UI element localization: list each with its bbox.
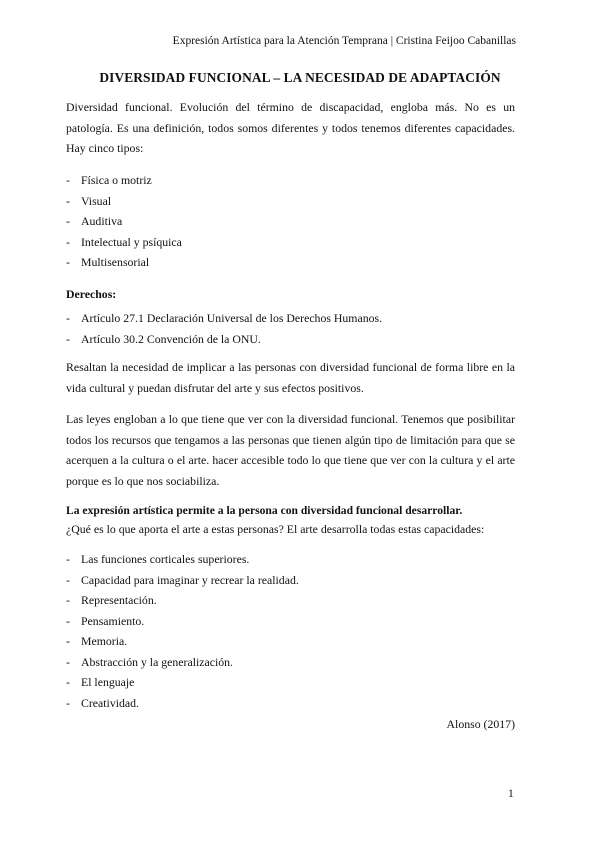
intro-paragraph: Diversidad funcional. Evolución del término de discapacidad, engloba más. No es un patología. Es una definición, todos somos diferentes y todos tenemos diferentes capacidades. Hay cinco tipos:	[66, 100, 515, 155]
list-item-text: Memoria.	[81, 634, 128, 648]
list-item-text: Capacidad para imaginar y recrear la realidad.	[81, 572, 299, 587]
list-item	[66, 308, 515, 329]
bullet-dash: -	[66, 675, 70, 689]
bullet-dash: -	[66, 193, 70, 208]
list-item	[66, 570, 515, 591]
bullet-dash: -	[66, 593, 70, 607]
paragraph-implicar: Resaltan la necesidad de implicar a las personas con diversidad funcional de forma libre en la vida cultural y puedan disfrutar del arte y sus efectos positivos.	[66, 360, 515, 395]
list-item	[66, 211, 515, 232]
bullet-dash: -	[66, 311, 70, 325]
bullet-dash: -	[66, 234, 70, 249]
list-item-text: Pensamiento.	[81, 613, 145, 628]
bullet-dash: -	[66, 255, 70, 269]
rights-heading: Derechos:	[66, 287, 117, 301]
list-item-text: Multisensorial	[81, 255, 150, 269]
list-item	[66, 170, 515, 191]
capacities-list	[66, 549, 515, 713]
list-item	[66, 693, 515, 714]
list-item-text: Intelectual y psíquica	[81, 234, 182, 249]
bullet-dash: -	[66, 173, 70, 187]
list-item-text: Artículo 30.2 Convención de la ONU.	[81, 331, 261, 346]
running-header: Expresión Artística para la Atención Temprana | Cristina Feijoo Cabanillas	[172, 35, 516, 47]
list-item-text: Representación.	[81, 593, 157, 607]
list-item	[66, 631, 515, 652]
list-item	[66, 252, 515, 273]
list-item	[66, 611, 515, 632]
bullet-dash: -	[66, 654, 70, 669]
page-number: 1	[508, 788, 514, 800]
bold-statement: La expresión artística permite a la persona con diversidad funcional desarrollar.	[66, 504, 463, 517]
list-item	[66, 652, 515, 673]
list-item	[66, 191, 515, 212]
list-item	[66, 232, 515, 253]
list-item-text: Visual	[81, 193, 112, 208]
list-item-text: Física o motriz	[81, 173, 152, 187]
list-item-text: El lenguaje	[81, 675, 135, 689]
bullet-dash: -	[66, 572, 70, 587]
types-list	[66, 170, 515, 273]
bullet-dash: -	[66, 634, 70, 648]
page-title: DIVERSIDAD FUNCIONAL – LA NECESIDAD DE ADAPTACIÓN	[99, 70, 501, 85]
list-item	[66, 590, 515, 611]
bullet-dash: -	[66, 214, 70, 228]
citation: Alonso (2017)	[446, 717, 515, 731]
list-item-text: Auditiva	[81, 214, 123, 228]
paragraph-leyes: Las leyes engloban a lo que tiene que ver con la diversidad funcional. Tenemos que posibilitar todos los recursos que tengamos a las personas que tienen algún tipo de limitación para que se acerquen a la cultura o el arte. hacer accesible todo lo que tiene que ver con la cultura y el arte porque es lo que nos sociabiliza.	[66, 412, 515, 488]
list-item-text: Abstracción y la generalización.	[81, 654, 233, 669]
list-item-text: Artículo 27.1 Declaración Universal de los Derechos Humanos.	[81, 311, 383, 325]
list-item	[66, 329, 515, 350]
bullet-dash: -	[66, 331, 70, 346]
rights-list	[66, 308, 515, 349]
bullet-dash: -	[66, 613, 70, 628]
list-item-text: Las funciones corticales superiores.	[81, 552, 250, 566]
list-item	[66, 672, 515, 693]
bullet-dash: -	[66, 552, 70, 566]
bullet-dash: -	[66, 695, 70, 710]
list-item	[66, 549, 515, 570]
list-item-text: Creatividad.	[81, 695, 139, 710]
question-text: ¿Qué es lo que aporta el arte a estas personas? El arte desarrolla todas estas capacidades:	[66, 522, 485, 536]
